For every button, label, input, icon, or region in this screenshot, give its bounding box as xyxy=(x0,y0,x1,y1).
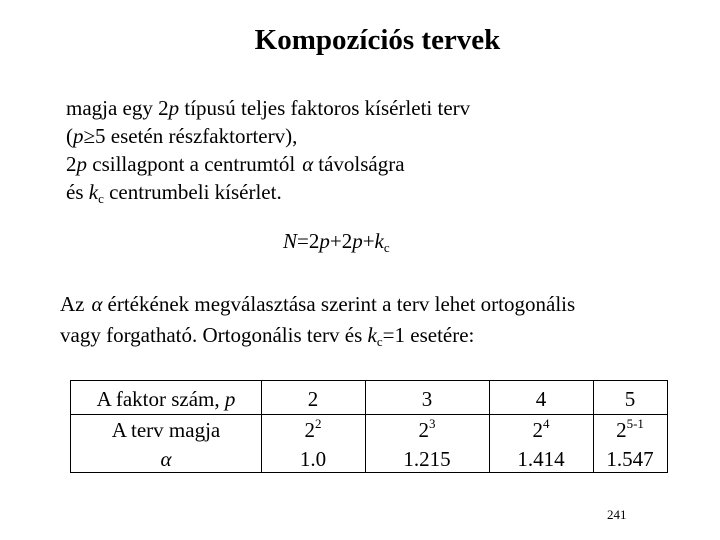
var-k: k xyxy=(374,229,384,253)
alpha-paragraph xyxy=(60,289,575,351)
var-p: p xyxy=(352,229,363,253)
text: 2 xyxy=(304,418,315,442)
slide-title: Kompozíciós tervek xyxy=(254,24,501,56)
var-p: p xyxy=(73,124,84,148)
table-cell: 5 xyxy=(624,387,636,411)
text: =2 xyxy=(297,229,320,253)
alpha-symbol: α xyxy=(302,152,314,176)
formula xyxy=(283,229,390,254)
text: értékének megválasztása szerint a terv lehet ortogonális xyxy=(107,292,576,316)
table-cell xyxy=(365,418,489,442)
row-label-factor-count xyxy=(71,387,261,411)
table-cell: 2 xyxy=(307,387,319,411)
text: A faktor szám, xyxy=(96,387,225,411)
var-p: p xyxy=(224,387,236,411)
subscript: c xyxy=(98,191,104,206)
text: vagy forgatható. Ortogonális terv és xyxy=(60,323,368,347)
intro-line-3 xyxy=(66,150,470,178)
intro-line-2 xyxy=(66,122,470,150)
table-divider xyxy=(71,414,667,415)
text: csillagpont a centrumtól xyxy=(87,152,296,176)
text: típusú teljes faktoros kísérleti terv xyxy=(179,96,471,120)
text: 2 xyxy=(66,152,77,176)
exponent: 5-1 xyxy=(626,416,644,431)
text: 2 xyxy=(616,418,627,442)
alpha-table xyxy=(70,380,668,473)
text: távolságra xyxy=(318,152,405,176)
page-number: 241 xyxy=(607,507,627,522)
table-cell: 4 xyxy=(535,387,547,411)
text: ( xyxy=(66,124,73,148)
table-cell: 1.0 xyxy=(299,447,327,471)
text: 5 esetén részfaktorterv), xyxy=(95,124,298,148)
ge-symbol: ≥ xyxy=(83,124,96,148)
text: centrumbeli kísérlet. xyxy=(103,180,282,204)
table-cell xyxy=(593,418,667,442)
table-cell xyxy=(489,418,593,442)
var-p: p xyxy=(319,229,330,253)
intro-line-1 xyxy=(66,94,470,122)
table-cell: 1.547 xyxy=(606,447,654,471)
text: és xyxy=(66,180,89,204)
table-cell xyxy=(261,418,365,442)
text: 2 xyxy=(418,418,429,442)
text: magja egy 2 xyxy=(66,96,169,120)
table-cell: 3 xyxy=(421,387,433,411)
subscript: c xyxy=(383,240,390,255)
text: +2 xyxy=(329,229,353,253)
exponent: 4 xyxy=(543,416,550,431)
text: + xyxy=(362,229,375,253)
exponent: 2 xyxy=(315,416,322,431)
var-p: p xyxy=(168,96,180,120)
text: 2 xyxy=(532,418,543,442)
exponent: 3 xyxy=(429,416,436,431)
table-cell: 1.215 xyxy=(403,447,451,471)
subscript: c xyxy=(376,334,383,349)
var-p: p xyxy=(76,152,87,176)
intro-paragraph xyxy=(66,94,470,206)
alpha-line-2 xyxy=(60,320,575,351)
text: =1 esetére: xyxy=(382,323,475,347)
text: Az xyxy=(60,292,85,316)
var-N: N xyxy=(283,229,298,253)
row-label-alpha: α xyxy=(160,447,172,471)
alpha-line-1 xyxy=(60,289,575,320)
var-k: k xyxy=(367,323,377,347)
table-cell: 1.414 xyxy=(517,447,565,471)
row-label-design-core: A terv magja xyxy=(111,418,221,442)
intro-line-4 xyxy=(66,178,470,206)
alpha-symbol: α xyxy=(91,292,103,316)
var-k: k xyxy=(88,180,99,204)
